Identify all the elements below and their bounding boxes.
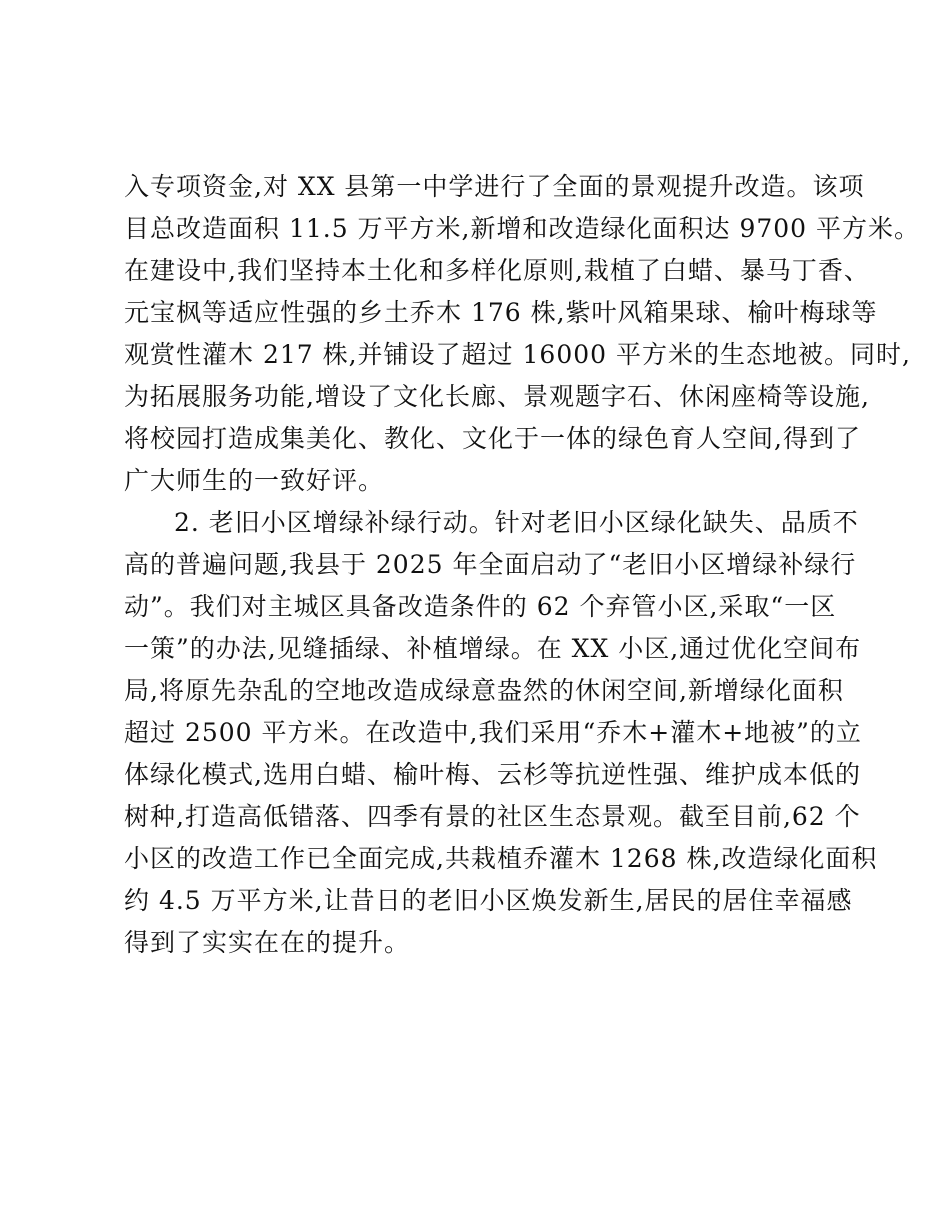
paragraph-line: 超过 2500 平方米。在改造中,我们采用“乔木+灌木+地被”的立 [124,718,862,747]
paragraph-line: 元宝枫等适应性强的乡土乔木 176 株,紫叶风箱果球、榆叶梅球等 [124,298,878,327]
paragraph-line: 动”。我们对主城区具备改造条件的 62 个弃管小区,采取“一区 [124,592,837,621]
paragraph-line: 体绿化模式,选用白蜡、榆叶梅、云杉等抗逆性强、维护成本低的 [124,760,861,789]
paragraph-line: 在建设中,我们坚持本土化和多样化原则,栽植了白蜡、暴马丁香、 [124,256,870,285]
paragraph-line: 树种,打造高低错落、四季有景的社区生态景观。截至目前,62 个 [124,802,861,831]
paragraph-line: 高的普遍问题,我县于 2025 年全面启动了“老旧小区增绿补绿行 [124,550,857,579]
paragraph-line: 入专项资金,对 XX 县第一中学进行了全面的景观提升改造。该项 [124,172,865,201]
paragraph-line: 局,将原先杂乱的空地改造成绿意盎然的休闲空间,新增绿化面积 [124,676,844,705]
paragraph-line: 广大师生的一致好评。 [124,466,385,495]
paragraph-line: 2. 老旧小区增绿补绿行动。针对老旧小区绿化缺失、品质不 [174,508,859,537]
paragraph-line: 目总改造面积 11.5 万平方米,新增和改造绿化面积达 9700 平方米。 [124,214,921,243]
paragraph-line: 将校园打造成集美化、教化、文化于一体的绿色育人空间,得到了 [124,424,861,453]
paragraph-line: 一策”的办法,见缝插绿、补植增绿。在 XX 小区,通过优化空间布 [124,634,862,663]
body-text [124,166,921,964]
paragraph-line: 得到了实实在在的提升。 [124,928,411,957]
paragraph-line: 小区的改造工作已全面完成,共栽植乔灌木 1268 株,改造绿化面积 [124,844,878,873]
paragraph-line: 观赏性灌木 217 株,并铺设了超过 16000 平方米的生态地被。同时, [124,340,911,369]
paragraph-line: 为拓展服务功能,增设了文化长廊、景观题字石、休闲座椅等设施, [124,382,870,411]
paragraph-2 [124,502,878,964]
paragraph-line: 约 4.5 万平方米,让昔日的老旧小区焕发新生,居民的居住幸福感 [124,886,853,915]
paragraph-1 [124,166,921,502]
